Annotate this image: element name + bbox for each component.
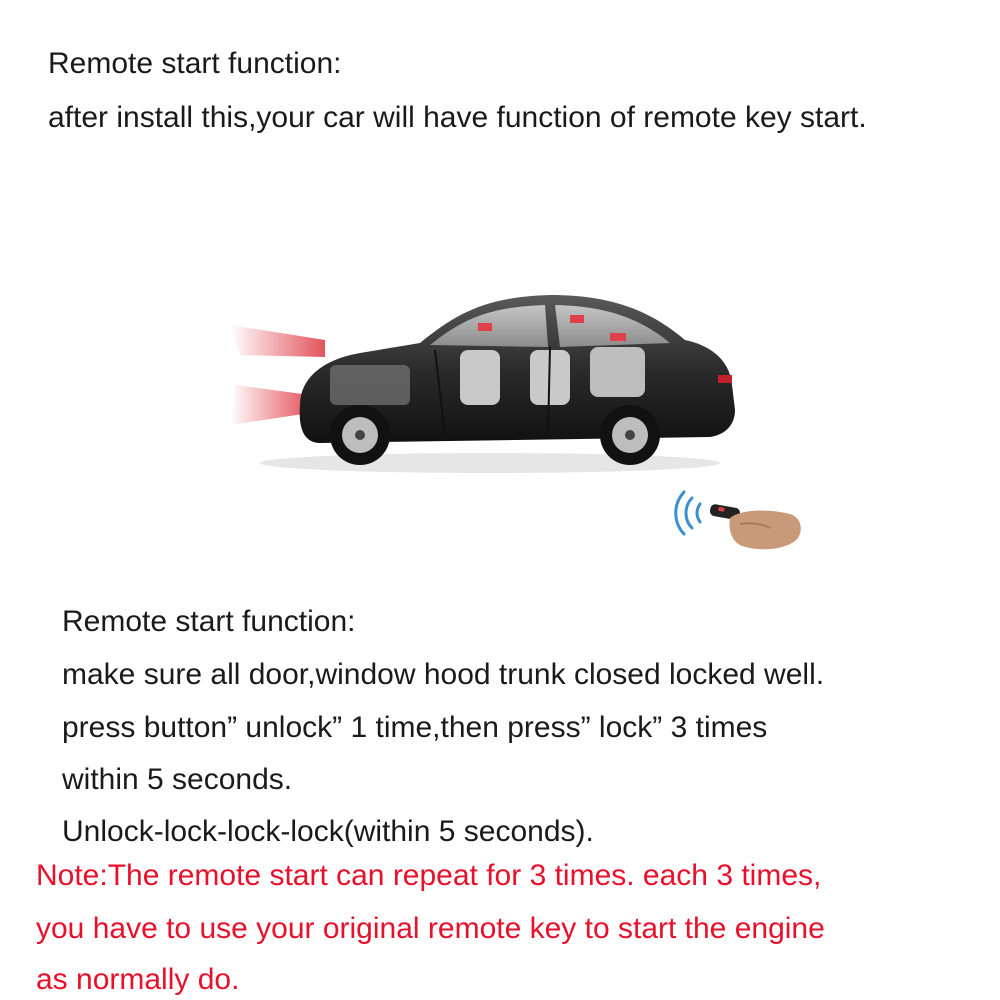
car-illustration [230,285,750,475]
instruction-step-1: make sure all door,window hood trunk closed locked well. [62,658,825,691]
instruction-step-2: press button” unlock” 1 time,then press” lock” 3 times [62,711,768,744]
headlight-beam-lower [230,385,310,425]
intro-heading: Remote start function: [48,47,342,80]
instructions-heading: Remote start function: [62,605,356,638]
headlight-beam-upper [230,325,325,357]
intro-description: after install this,your car will have function of remote key start. [48,101,867,134]
instruction-step-3: within 5 seconds. [62,763,293,796]
instruction-step-4: Unlock-lock-lock-lock(within 5 seconds). [62,815,594,848]
rear-wheel [600,405,660,465]
hand [730,511,801,550]
note-line-1: Note:The remote start can repeat for 3 times. each 3 times, [36,859,822,892]
signal-waves-icon [676,492,700,534]
remote-hand-illustration [670,480,810,560]
note-line-2: you have to use your original remote key to start the engine [36,912,825,945]
note-line-3: as normally do. [36,963,240,996]
front-wheel [330,405,390,465]
